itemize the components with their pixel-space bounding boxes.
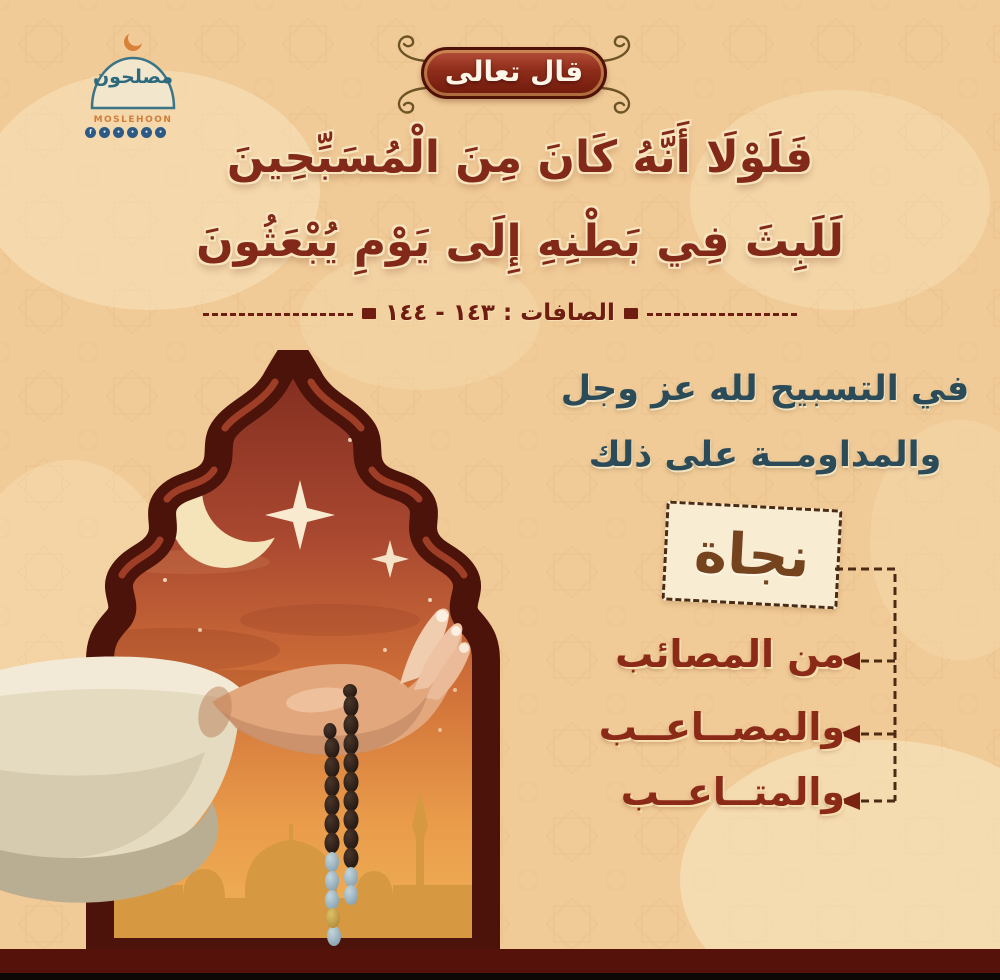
salvation-word: نجاة <box>692 519 812 591</box>
arch-illustration <box>0 350 560 952</box>
bottom-bar <box>0 949 1000 973</box>
dashed-rule <box>203 313 353 316</box>
square-bullet <box>362 308 376 319</box>
verse-reference: الصافات : ١٤٣ - ١٤٤ <box>385 300 615 326</box>
verse-reference-row <box>0 300 1000 326</box>
verse-line-1: فَلَوْلَا أَنَّهُ كَانَ مِنَ الْمُسَبِّحِينَ <box>226 132 814 183</box>
flourish-icon <box>600 33 636 63</box>
quote-badge: قال تعالى <box>421 47 607 99</box>
flourish-icon <box>392 86 428 116</box>
verse-text <box>100 116 940 284</box>
benefit-item: والمتــاعــب <box>620 770 845 814</box>
flourish-icon <box>600 86 636 116</box>
salvation-box <box>662 500 843 609</box>
facebook-icon: f <box>85 127 96 138</box>
message-text <box>545 356 985 488</box>
message-line-1: في التسبيح لله عز وجل <box>560 369 970 409</box>
social-icon: • <box>127 127 138 138</box>
social-icon: • <box>113 127 124 138</box>
dashed-rule <box>647 313 797 316</box>
flourish-icon <box>392 33 428 63</box>
message-line-2: والمداومــة على ذلك <box>588 435 942 475</box>
brand-latin-name: MOSLEHOON <box>93 115 173 125</box>
bottom-edge <box>0 973 1000 980</box>
crescent-icon <box>121 32 145 52</box>
social-icon: • <box>155 127 166 138</box>
benefit-item: والمصــاعــب <box>598 705 845 749</box>
benefit-item: من المصائب <box>615 632 845 676</box>
social-icon: • <box>141 127 152 138</box>
brand-arabic-name: مصلحون <box>92 66 174 88</box>
social-icon: • <box>99 127 110 138</box>
square-bullet <box>624 308 638 319</box>
verse-line-2: لَلَبِثَ فِي بَطْنِهِ إِلَى يَوْمِ يُبْعَثُونَ <box>196 216 844 267</box>
